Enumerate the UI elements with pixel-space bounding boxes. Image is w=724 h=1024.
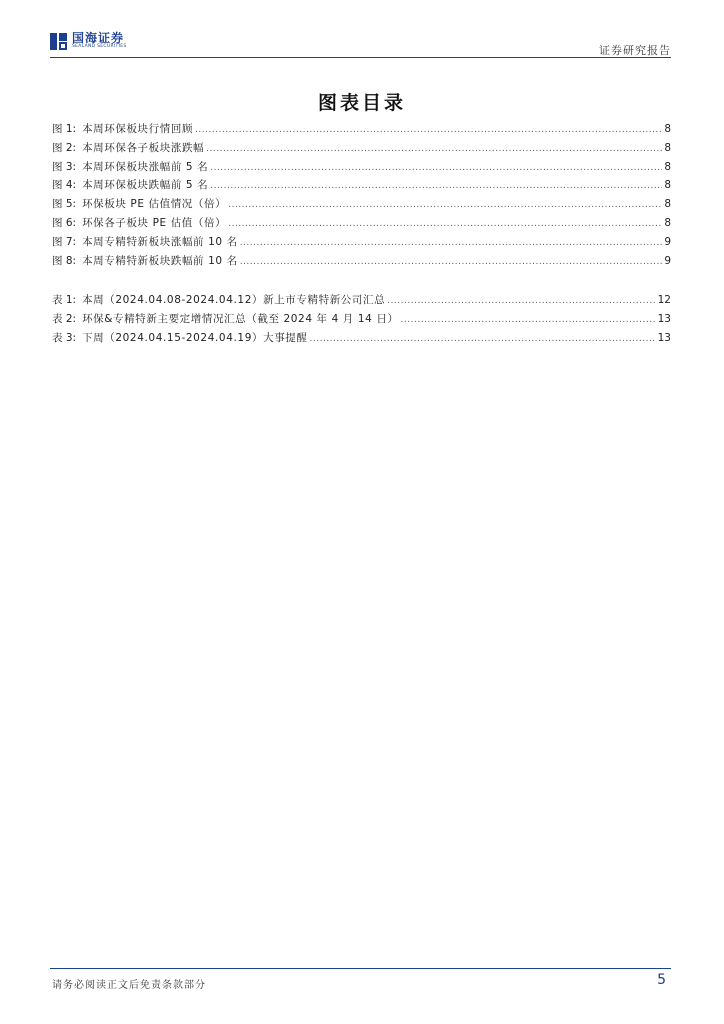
toc-label: 图 3:: [52, 160, 77, 173]
toc-leader: [310, 334, 656, 344]
toc-label: 图 7:: [52, 235, 77, 248]
toc-page: 9: [664, 235, 671, 248]
toc-label: 图 1:: [52, 123, 77, 135]
toc-label: 图 5:: [52, 198, 77, 211]
toc-leader: [401, 315, 656, 325]
toc-entry-figure-6[interactable]: [52, 215, 671, 234]
toc-label: 表 3:: [52, 331, 77, 344]
toc-entry-figure-5[interactable]: [52, 196, 671, 215]
toc-page: 12: [657, 294, 671, 306]
logo-english-name: SEALAND SECURITIES: [72, 44, 127, 50]
toc-entry-figure-1[interactable]: [52, 121, 671, 140]
figure-list: [52, 121, 671, 271]
toc-page: 13: [657, 312, 671, 325]
footer-divider: [50, 968, 671, 969]
report-type-label: 证券研究报告: [599, 44, 671, 57]
toc-leader: [387, 296, 655, 306]
toc-label: 图 4:: [52, 179, 77, 192]
logo-mark-icon: [50, 31, 68, 51]
toc-leader: [206, 144, 662, 154]
toc-entry-table-1[interactable]: [52, 292, 671, 311]
toc-label: 图 2:: [52, 141, 77, 154]
toc-page: 8: [664, 198, 671, 211]
toc-title: 下周（2024.04.15-2024.04.19）大事提醒: [82, 331, 308, 344]
toc-leader: [228, 200, 662, 210]
toc-title: 本周专精特新板块跌幅前 10 名: [82, 254, 238, 267]
toc-title: 本周环保板块跌幅前 5 名: [82, 179, 209, 192]
toc-page: 13: [657, 331, 671, 344]
toc-title: 本周专精特新板块涨幅前 10 名: [82, 235, 238, 248]
toc-leader: [210, 163, 662, 173]
toc-leader: [228, 219, 662, 229]
toc-page: 8: [664, 179, 671, 192]
toc-leader: [240, 238, 663, 248]
toc-entry-figure-2[interactable]: [52, 140, 671, 159]
toc-title: 环保各子板块 PE 估值（倍）: [82, 216, 227, 229]
toc-page: 8: [664, 216, 671, 229]
toc-entry-figure-3[interactable]: [52, 159, 671, 178]
toc-title: 环保板块 PE 估值情况（倍）: [82, 198, 227, 211]
toc-title: 本周环保板块涨幅前 5 名: [82, 160, 209, 173]
toc-label: 表 1:: [52, 294, 77, 306]
toc-leader: [240, 257, 663, 267]
company-logo: [50, 30, 127, 52]
toc-title: 环保&专精特新主要定增情况汇总（截至 2024 年 4 月 14 日）: [82, 312, 399, 325]
page-title: 图表目录: [317, 92, 406, 114]
toc-leader: [195, 125, 662, 135]
logo-chinese-name: 国海证券: [72, 31, 125, 46]
toc-label: 图 8:: [52, 254, 77, 267]
toc-label: 图 6:: [52, 216, 77, 229]
table-list: [52, 292, 671, 348]
toc-entry-table-3[interactable]: [52, 330, 671, 349]
toc-entry-figure-8[interactable]: [52, 253, 671, 272]
toc-leader: [210, 181, 662, 191]
toc-title: 本周环保板块行情回顾: [82, 123, 194, 135]
toc-entry-figure-4[interactable]: [52, 177, 671, 196]
toc-page: 8: [664, 160, 671, 173]
toc-title: 本周环保各子板块涨跌幅: [82, 141, 205, 154]
toc-page: 8: [664, 123, 671, 135]
toc-page: 8: [664, 141, 671, 154]
page-header: [50, 30, 671, 58]
footer-disclaimer: 请务必阅读正文后免责条款部分: [52, 980, 206, 991]
page-number: 5: [657, 972, 666, 988]
toc-title: 本周（2024.04.08-2024.04.12）新上市专精特新公司汇总: [82, 294, 386, 306]
toc-page: 9: [664, 254, 671, 267]
header-divider: [50, 57, 671, 58]
toc-label: 表 2:: [52, 312, 77, 325]
toc-entry-table-2[interactable]: [52, 311, 671, 330]
toc-entry-figure-7[interactable]: [52, 234, 671, 253]
